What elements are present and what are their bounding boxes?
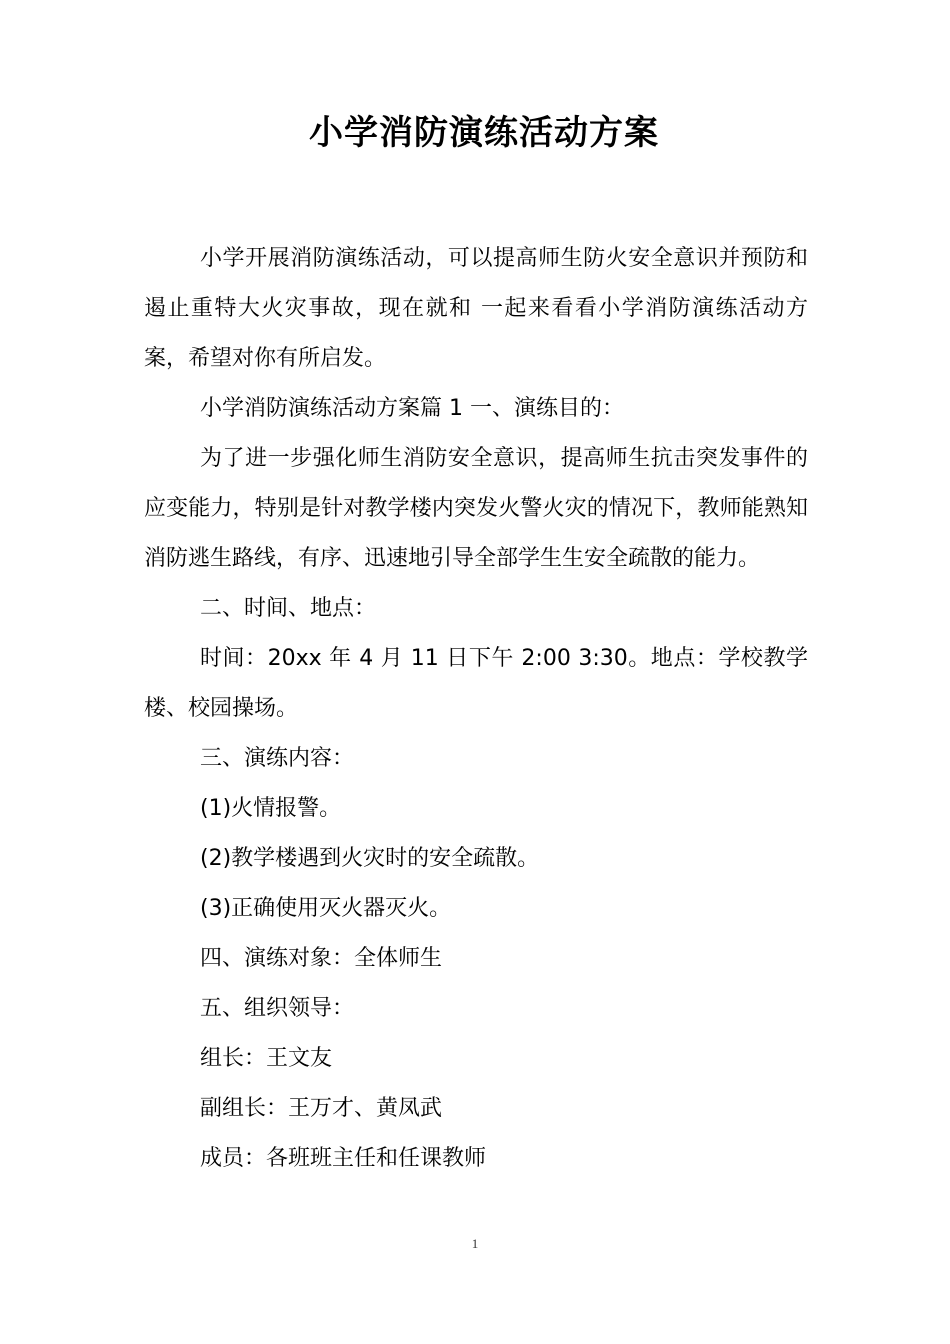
intro-paragraph: 小学开展消防演练活动，可以提高师生防火安全意识并预防和遏止重特大火灾事故，现在就和 一起来看看小学消防演练活动方案，希望对你有所启发。 — [144, 246, 808, 371]
section-heading-purpose: 小学消防演练活动方案篇 1 一、演练目的： — [200, 396, 624, 421]
section-heading-participants: 四、演练对象：全体师生 — [200, 946, 443, 971]
page-number: 1 — [471, 1236, 479, 1251]
members-line: 成员：各班班主任和任课教师 — [200, 1146, 487, 1171]
time-place-paragraph: 时间：20xx 年 4 月 11 日下午 2:00 3:30。地点：学校教学楼、校园操场。 — [144, 646, 808, 721]
deputy-leader-line: 副组长：王万才、黄凤武 — [200, 1096, 443, 1121]
section-heading-time-place: 二、时间、地点： — [200, 596, 377, 621]
content-item-3: (3)正确使用灭火器灭火。 — [200, 896, 452, 921]
document-title: 小学消防演练活动方案 — [309, 113, 659, 153]
section-heading-leadership: 五、组织领导： — [200, 996, 355, 1021]
content-item-2: (2)教学楼遇到火灾时的安全疏散。 — [200, 846, 540, 871]
section-heading-content: 三、演练内容： — [200, 746, 355, 771]
document-body — [144, 234, 808, 1184]
purpose-paragraph: 为了进一步强化师生消防安全意识，提高师生抗击突发事件的应变能力，特别是针对教学楼内突发火警火灾的情况下，教师能熟知消防逃生路线，有序、迅速地引导全部学生生安全疏散的能力。 — [144, 446, 808, 571]
leader-line: 组长：王文友 — [200, 1046, 333, 1071]
content-item-1: (1)火情报警。 — [200, 796, 342, 821]
